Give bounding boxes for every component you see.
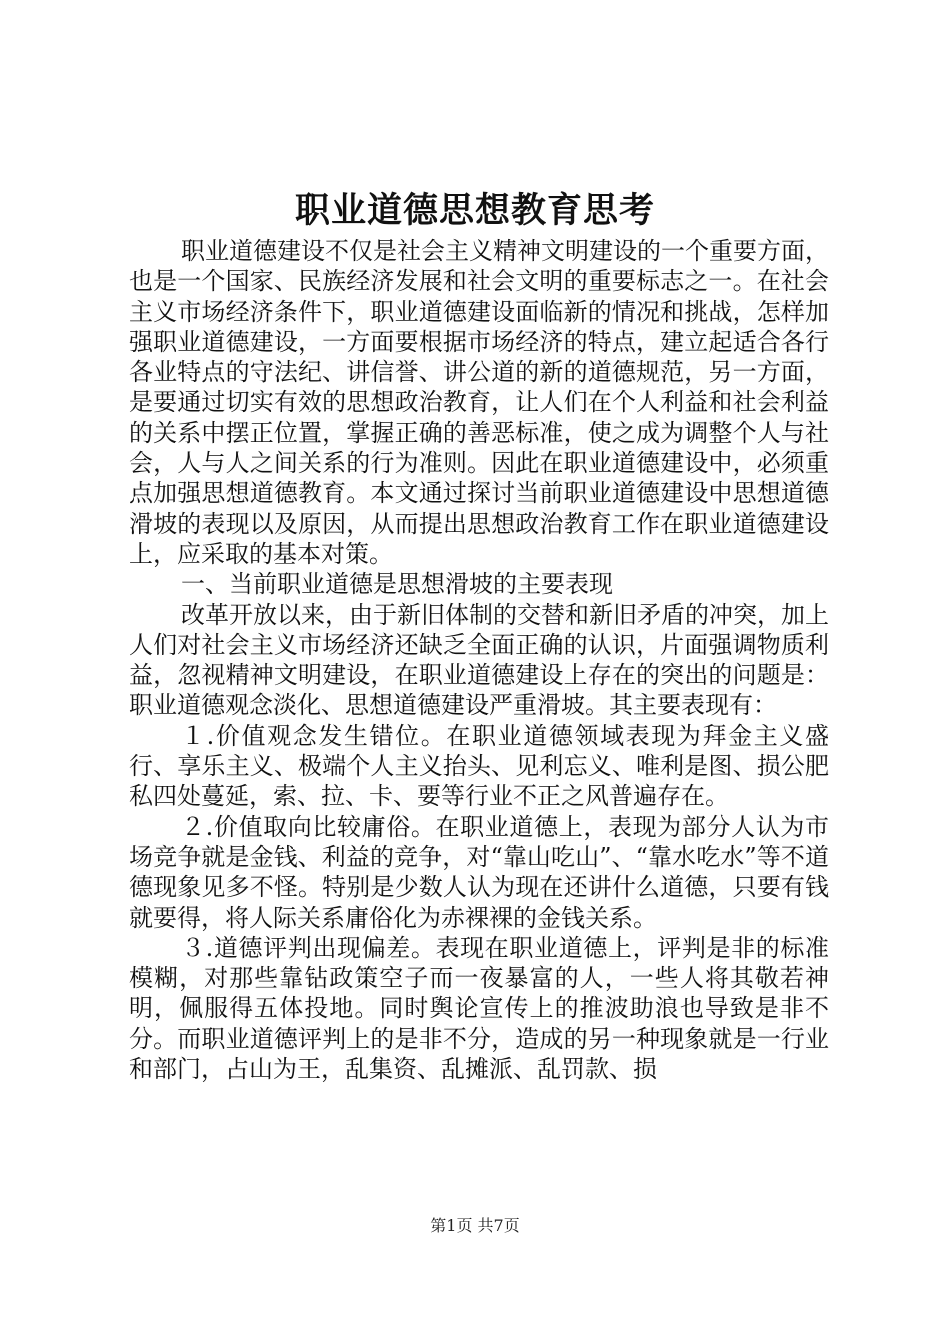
- section-heading-1: 一、当前职业道德是思想滑坡的主要表现: [181, 570, 613, 599]
- document-body: [129, 236, 829, 1084]
- document-title: 职业道德思想教育思考: [294, 190, 655, 231]
- point-3-paragraph: ３.道德评判出现偏差。表现在职业道德上，评判是非的标准模糊，对那些靠钻政策空子而一夜暴富的人，一些人将其敬若神明，佩服得五体投地。同时舆论宣传上的推波助浪也导致是非不分。而职业道德评判上的是非不分，造成的另一种现象就是一行业和部门，占山为王，乱集资、乱摊派、乱罚款、损: [129, 933, 829, 1084]
- page-number-footer: 第1页 共7页: [430, 1216, 520, 1235]
- section-1-paragraph: 改革开放以来，由于新旧体制的交替和新旧矛盾的冲突，加上人们对社会主义市场经济还缺乏全面正确的认识，片面强调物质利益，忽视精神文明建设，在职业道德建设上存在的突出的问题是：职业道德观念淡化、思想道德建设严重滑坡。其主要表现有：: [129, 600, 829, 720]
- point-2-paragraph: ２.价值取向比较庸俗。在职业道德上，表现为部分人认为市场竞争就是金钱、利益的竞争，对“靠山吃山”、“靠水吃水”等不道德现象见多不怪。特别是少数人认为现在还讲什么道德，只要有钱就要得，将人际关系庸俗化为赤裸裸的金钱关系。: [129, 812, 829, 932]
- intro-paragraph: 职业道德建设不仅是社会主义精神文明建设的一个重要方面，也是一个国家、民族经济发展和社会文明的重要标志之一。在社会主义市场经济条件下，职业道德建设面临新的情况和挑战，怎样加强职业道德建设，一方面要根据市场经济的特点，建立起适合各行各业特点的守法纪、讲信誉、讲公道的新的道德规范，另一方面，是要通过切实有效的思想政治教育，让人们在个人利益和社会利益的关系中摆正位置，掌握正确的善恶标准，使之成为调整个人与社会，人与人之间关系的行为准则。因此在职业道德建设中，必须重点加强思想道德教育。本文通过探讨当前职业道德建设中思想道德滑坡的表现以及原因，从而提出思想政治教育工作在职业道德建设上，应采取的基本对策。: [129, 237, 829, 568]
- point-1-paragraph: １.价值观念发生错位。在职业道德领域表现为拜金主义盛行、享乐主义、极端个人主义抬头、见利忘义、唯利是图、损公肥私四处蔓延，索、拉、卡、要等行业不正之风普遍存在。: [129, 721, 829, 811]
